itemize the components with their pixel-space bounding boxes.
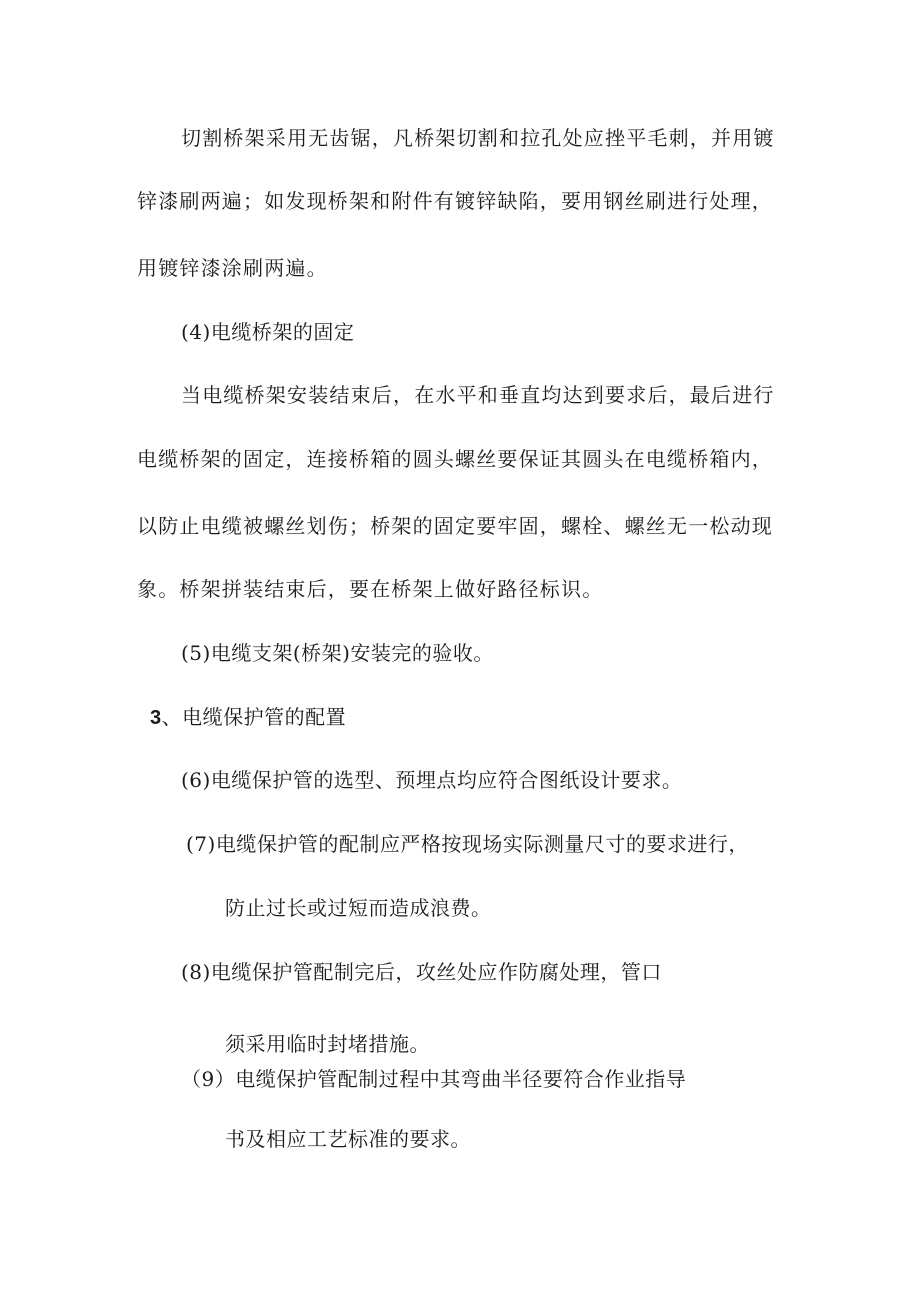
- item-4-heading: (4)电缆桥架的固定: [181, 320, 355, 344]
- item-6: (6)电缆保护管的选型、预埋点均应符合图纸设计要求。: [181, 768, 683, 792]
- section-3-heading: [150, 703, 346, 732]
- item-7-line-2: 防止过长或过短而造成浪费。: [225, 896, 492, 920]
- paragraph-1-line-1: 切割桥架采用无齿锯，凡桥架切割和拉孔处应挫平毛刺，并用镀: [181, 126, 775, 150]
- paragraph-1-line-2: 锌漆刷两遍；如发现桥架和附件有镀锌缺陷，要用钢丝刷进行处理，: [137, 189, 773, 213]
- section-3-title: 、电缆保护管的配置: [161, 705, 347, 729]
- paragraph-2-line-4: 象。桥架拼装结束后，要在桥架上做好路径标识。: [137, 577, 604, 601]
- item-5: (5)电缆支架(桥架)安装完的验收。: [181, 641, 494, 665]
- section-3-number: 3: [150, 707, 162, 729]
- paragraph-1-line-3: 用镀锌漆涂刷两遍。: [137, 256, 328, 280]
- item-8-line-1: (8)电缆保护管配制完后，攻丝处应作防腐处理，管口: [181, 960, 662, 984]
- paragraph-2-line-3: 以防止电缆被螺丝划伤；桥架的固定要牢固，螺栓、螺丝无一松动现: [137, 514, 773, 538]
- item-9-line-2: 书及相应工艺标准的要求。: [225, 1127, 471, 1151]
- item-9-line-1: （9）电缆保护管配制过程中其弯曲半径要符合作业指导: [181, 1067, 687, 1091]
- paragraph-2-line-2: 电缆桥架的固定，连接桥箱的圆头螺丝要保证其圆头在电缆桥箱内，: [137, 447, 773, 471]
- paragraph-2-line-1: 当电缆桥架安装结束后，在水平和垂直均达到要求后，最后进行: [181, 383, 775, 407]
- item-7-line-1: (7)电缆保护管的配制应严格按现场实际测量尺寸的要求进行，: [186, 832, 749, 856]
- item-8-line-2: 须采用临时封堵措施。: [225, 1032, 430, 1056]
